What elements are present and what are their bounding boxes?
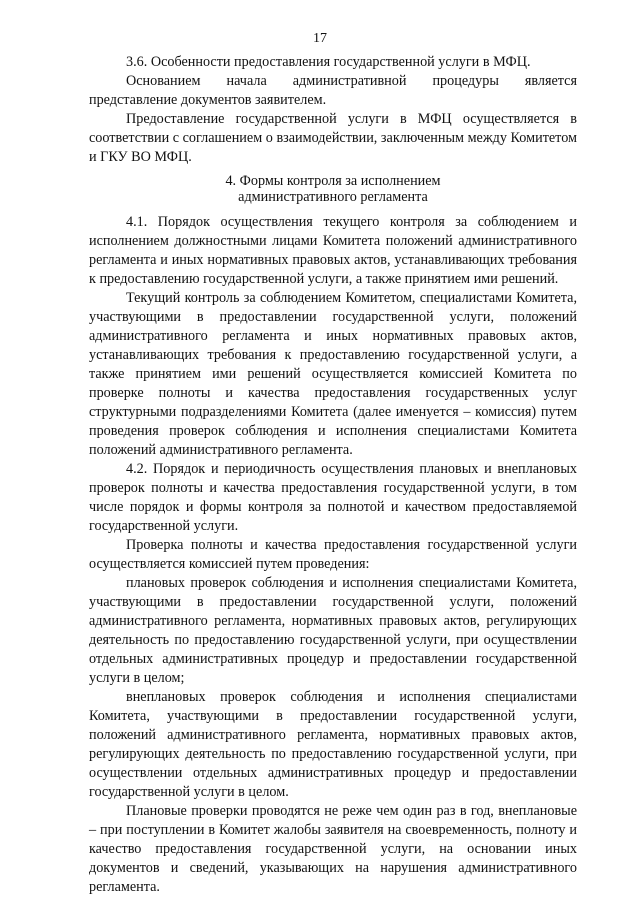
paragraph-basis: Основанием начала административной процедуры является представление документов заявителем. [89, 73, 577, 108]
paragraph-4-1: 4.1. Порядок осуществления текущего контроля за соблюдением и исполнением должностными лицами Комитета положений административного регламента и иных нормативных правовых актов, устанавливающих требования к предоставлению государственной услуги, а также принятием ими решений. [89, 214, 577, 287]
paragraph-mfc-agreement: Предоставление государственной услуги в МФЦ осуществляется в соответствии с соглашением о взаимодействии, заключенным между Комитетом и ГКУ ВО МФЦ. [89, 111, 577, 165]
paragraph-check-frequency: Плановые проверки проводятся не реже чем один раз в год, внеплановые – при поступлении в Комитет жалобы заявителя на своевременность, полноту и качество предоставления государственной услуги, на основании иных документов и сведений, указывающих на нарушения административного регламента. [89, 803, 577, 895]
list-item-unplanned-checks: внеплановых проверок соблюдения и исполнения специалистами Комитета, участвующими в предоставлении государственной услуги, положений административного регламента, нормативных правовых актов, регулирующих деятельность по предоставлению государственной услуги, при осуществлении отдельных административных процедур и предоставлении государственной услуги в целом. [89, 689, 577, 800]
paragraph-current-control: Текущий контроль за соблюдением Комитетом, специалистами Комитета, участвующими в предоставлении государственной услуги, положений административного регламента и иных нормативных правовых актов, устанавливающих требования к предоставлению государственной услуги, а также принятием ими решений осуществляется комиссией Комитета по проверке полноты и качества предоставления государственных услуг структурными подразделениями Комитета (далее именуется – комиссия) путем проведения проверок соблюдения и исполнения специалистами Комитета положений административного регламента. [89, 290, 577, 458]
section-4-title-line1: 4. Формы контроля за исполнением [225, 173, 441, 189]
section-4-title [89, 173, 577, 205]
section-4-title-line2: административного регламента [238, 189, 428, 205]
list-item-planned-checks: плановых проверок соблюдения и исполнения специалистами Комитета, участвующими в предоставлении государственной услуги, положений административного регламента, нормативных правовых актов, регулирующих деятельность по предоставлению государственной услуги, при осуществлении отдельных административных процедур и предоставлении государственной услуги в целом; [89, 575, 577, 686]
section-3-6-heading: 3.6. Особенности предоставления государственной услуги в МФЦ. [126, 54, 531, 70]
page-number: 17 [313, 31, 327, 46]
paragraph-4-2: 4.2. Порядок и периодичность осуществления плановых и внеплановых проверок полноты и качества предоставления государственной услуги, в том числе порядок и формы контроля за полнотой и качеством предоставляемой государственной услуги. [89, 461, 577, 534]
page-body [89, 53, 577, 897]
paragraph-check-methods: Проверка полноты и качества предоставления государственной услуги осуществляется комиссией путем проведения: [89, 537, 577, 572]
